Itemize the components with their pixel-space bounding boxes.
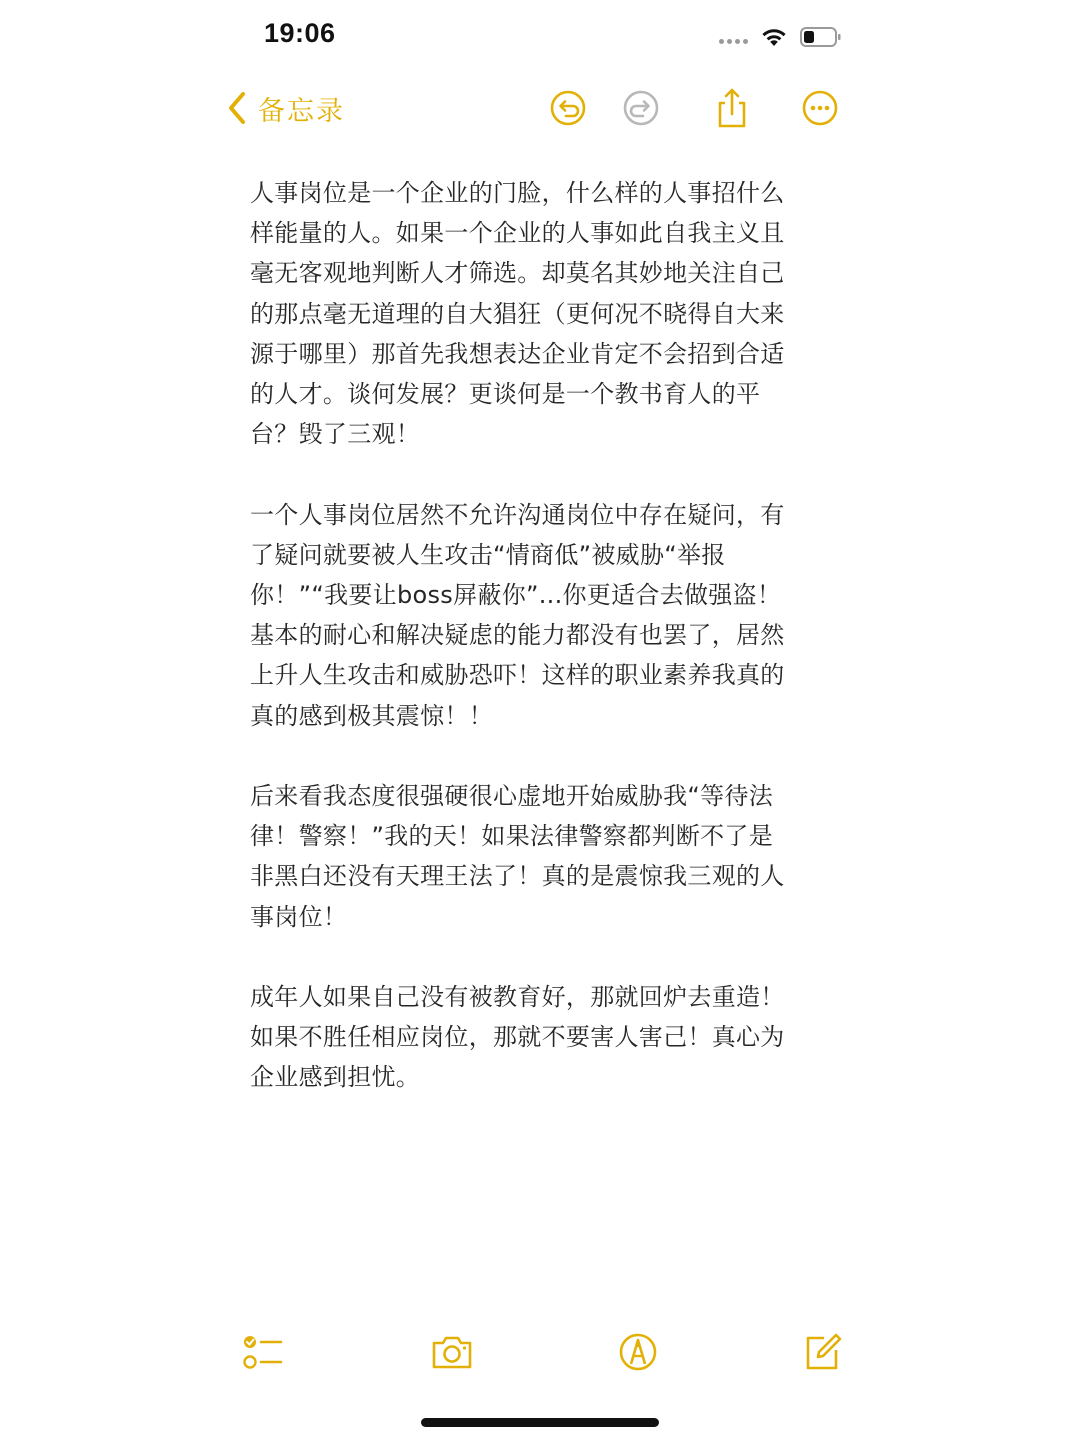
note-body[interactable] xyxy=(250,173,840,1138)
redo-icon[interactable] xyxy=(617,84,665,132)
status-indicators xyxy=(719,22,842,52)
undo-icon[interactable] xyxy=(544,84,592,132)
status-time: 19:06 xyxy=(264,18,336,48)
markup-pen-icon[interactable] xyxy=(614,1328,662,1376)
share-icon[interactable] xyxy=(708,84,756,132)
cellular-signal-icon xyxy=(719,39,748,44)
note-paragraph-4: 成年人如果自己没有被教育好，那就回炉去重造！ 如果不胜任相应岗位，那就不要害人害己！真心为 企业感到担忧。 xyxy=(250,983,785,1092)
status-bar xyxy=(0,0,1080,72)
note-paragraph-3: 后来看我态度很强硬很心虚地开始威胁我“等待法 律！警察！”我的天！如果法律警察都判断不了是 非黑白还没有天理王法了！真的是震惊我三观的人 事岗位！ xyxy=(250,782,785,931)
nav-bar xyxy=(0,78,1080,138)
camera-icon[interactable] xyxy=(428,1328,476,1376)
note-paragraph-2: 一个人事岗位居然不允许沟通岗位中存在疑问，有 了疑问就要被人生攻击“情商低”被威胁“举报 你！”“我要让boss屏蔽你”...你更适合去做强盗！ 基本的耐心和解决疑虑的能力都没有也罢了，居然 上升人生攻击和威胁恐吓！这样的职业素养我真的 真的感到极其震惊！！ xyxy=(250,500,785,730)
back-label: 备忘录 xyxy=(258,95,345,127)
compose-note-icon[interactable] xyxy=(798,1328,846,1376)
bottom-toolbar xyxy=(0,1320,1080,1384)
battery-icon xyxy=(800,26,842,48)
home-indicator[interactable] xyxy=(421,1418,659,1427)
wifi-icon xyxy=(760,26,788,48)
more-options-icon[interactable] xyxy=(796,84,844,132)
checklist-icon[interactable] xyxy=(239,1328,287,1376)
chevron-left-icon xyxy=(226,90,248,126)
note-paragraph-1: 人事岗位是一个企业的门脸，什么样的人事招什么 样能量的人。如果一个企业的人事如此自我主义且 毫无客观地判断人才筛选。却莫名其妙地关注自己 的那点毫无道理的自大猖狂（更何况不晓得自大来 源于哪里）那首先我想表达企业肯定不会招到合适 的人才。谈何发展？更谈何是一个教书育人的平 台？毁了三观！ xyxy=(250,179,785,449)
back-button[interactable] xyxy=(226,86,345,130)
